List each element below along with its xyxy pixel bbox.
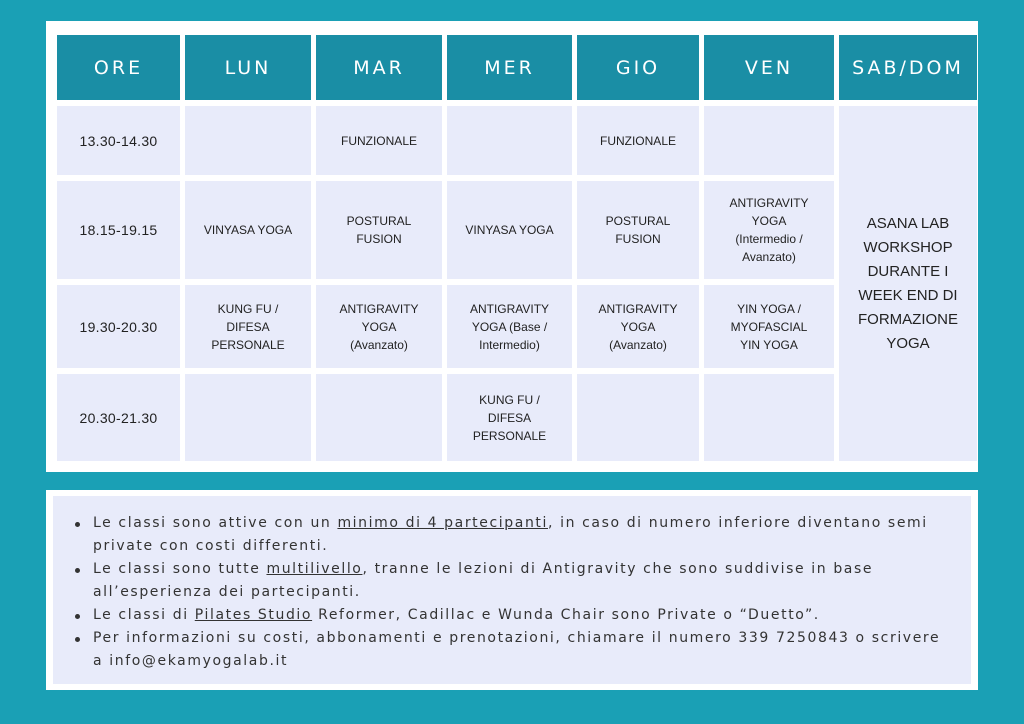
notes-list <box>71 512 951 673</box>
time-slot: 20.30-21.30 <box>57 374 180 461</box>
class-cell <box>185 106 311 175</box>
minimum-participants-link[interactable]: minimo di 4 partecipanti <box>337 515 548 531</box>
class-cell <box>704 106 834 175</box>
note-minimum-participants: Le classi sono attive con un minimo di 4 partecipanti, in caso di numero inferiore diventano semi private con costi differenti. <box>71 512 951 558</box>
class-cell: ANTIGRAVITY YOGA (Base / Intermedio) <box>447 285 572 368</box>
time-slot: 18.15-19.15 <box>57 181 180 279</box>
class-cell <box>577 374 699 461</box>
notes-card <box>46 490 978 690</box>
class-cell: ANTIGRAVITY YOGA (Intermedio / Avanzato) <box>704 181 834 279</box>
class-cell: ANTIGRAVITY YOGA (Avanzato) <box>316 285 442 368</box>
notes-panel <box>53 496 971 684</box>
class-cell <box>447 106 572 175</box>
class-cell: ANTIGRAVITY YOGA (Avanzato) <box>577 285 699 368</box>
class-cell: VINYASA YOGA <box>185 181 311 279</box>
schedule-grid <box>57 35 967 460</box>
class-cell <box>316 374 442 461</box>
weekend-workshop-cell: ASANA LAB WORKSHOP DURANTE I WEEK END DI FORMAZIONE YOGA <box>839 106 977 461</box>
note-contact-info: Per informazioni su costi, abbonamenti e prenotazioni, chiamare il numero 339 7250843 o scrivere a info@ekamyogalab.it <box>71 627 951 673</box>
class-cell: KUNG FU / DIFESA PERSONALE <box>185 285 311 368</box>
header-ven: VEN <box>704 35 834 100</box>
time-slot: 13.30-14.30 <box>57 106 180 175</box>
header-ore: ORE <box>57 35 180 100</box>
note-multilevel: Le classi sono tutte multilivello, tranne le lezioni di Antigravity che sono suddivise in base all’esperienza dei partecipanti. <box>71 558 951 604</box>
header-lun: LUN <box>185 35 311 100</box>
header-gio: GIO <box>577 35 699 100</box>
class-cell: POSTURAL FUSION <box>316 181 442 279</box>
header-mar: MAR <box>316 35 442 100</box>
class-cell: KUNG FU / DIFESA PERSONALE <box>447 374 572 461</box>
class-cell: POSTURAL FUSION <box>577 181 699 279</box>
header-mer: MER <box>447 35 572 100</box>
class-cell: FUNZIONALE <box>577 106 699 175</box>
class-cell: VINYASA YOGA <box>447 181 572 279</box>
class-cell <box>704 374 834 461</box>
note-pilates: Le classi di Pilates Studio Reformer, Cadillac e Wunda Chair sono Private o “Duetto”. <box>71 604 951 627</box>
multilevel-link[interactable]: multilivello <box>266 561 363 577</box>
class-cell: FUNZIONALE <box>316 106 442 175</box>
pilates-studio-link[interactable]: Pilates Studio <box>194 607 313 623</box>
schedule-card <box>46 21 978 472</box>
class-cell <box>185 374 311 461</box>
class-cell: YIN YOGA / MYOFASCIAL YIN YOGA <box>704 285 834 368</box>
time-slot: 19.30-20.30 <box>57 285 180 368</box>
header-sabdom: SAB/DOM <box>839 35 977 100</box>
